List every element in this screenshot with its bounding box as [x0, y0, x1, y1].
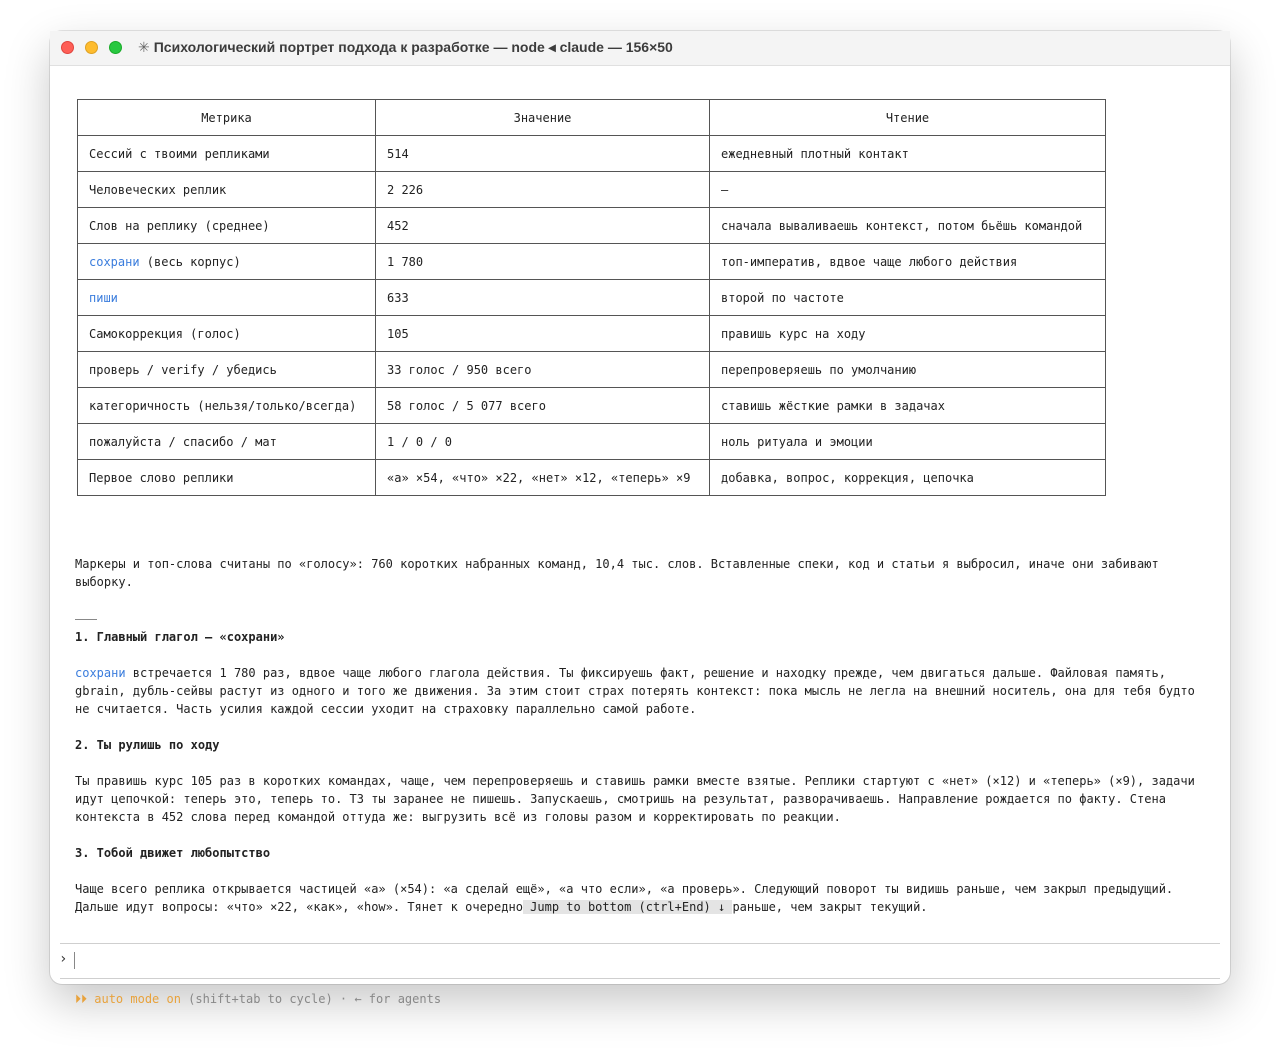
- status-hint: (shift+tab to cycle) · ← for agents: [180, 992, 442, 1006]
- metric-cell: [78, 388, 376, 424]
- metric-label: проверь / verify / убедись: [89, 362, 277, 377]
- value-cell: 633: [376, 280, 710, 316]
- table-body: [78, 136, 1106, 496]
- reading-cell: добавка, вопрос, коррекция, цепочка: [710, 460, 1106, 496]
- table-row: [78, 172, 1106, 208]
- metric-label: категоричность (нельзя/только/всегда): [89, 398, 357, 413]
- metric-cell: [78, 172, 376, 208]
- section-3-body: [75, 880, 1215, 916]
- minimize-window-button[interactable]: [85, 41, 98, 54]
- metric-label: Первое слово реплики: [89, 470, 234, 485]
- metric-link[interactable]: пиши: [89, 290, 118, 305]
- table-row: [78, 460, 1106, 496]
- metric-cell: [78, 460, 376, 496]
- table-row: [78, 208, 1106, 244]
- reading-cell: ставишь жёсткие рамки в задачах: [710, 388, 1106, 424]
- column-header-metric: Метрика: [78, 100, 376, 136]
- spinner-icon: ✳: [138, 39, 150, 55]
- table-row: [78, 280, 1106, 316]
- section-1-text: встречается 1 780 раз, вдвое чаще любого глагола действия. Ты фиксируешь факт, решение и находку прежде, чем двигаться дальше. Файловая память, gbrain, дубль-сейвы растут из одного и того же движения. За этим стоит страх потерять контекст: пока мысль не легла на внешний носитель, она для тебя будто не считается. Часть усилия каждой сессии уходит на страховку параллельно самой работе.: [75, 666, 1195, 716]
- reading-cell: правишь курс на ходу: [710, 316, 1106, 352]
- table-row: [78, 136, 1106, 172]
- reading-cell: ноль ритуала и эмоции: [710, 424, 1106, 460]
- keyword-link[interactable]: сохрани: [75, 666, 126, 680]
- value-cell: 452: [376, 208, 710, 244]
- section-divider: [75, 619, 97, 620]
- metric-cell: [78, 244, 376, 280]
- section-2-heading: 2. Ты рулишь по ходу: [75, 738, 220, 752]
- title-bar: [50, 31, 1230, 66]
- table-row: [78, 424, 1106, 460]
- reading-cell: сначала вываливаешь контекст, потом бьёшь командой: [710, 208, 1106, 244]
- reading-cell: ежедневный плотный контакт: [710, 136, 1106, 172]
- prompt-chevron-icon: ›: [59, 951, 68, 967]
- close-window-button[interactable]: [61, 41, 74, 54]
- table-row: [78, 352, 1106, 388]
- section-1-heading: 1. Главный глагол — «сохрани»: [75, 630, 285, 644]
- auto-mode-label[interactable]: auto mode on: [94, 992, 181, 1006]
- metric-label: пожалуйста / спасибо / мат: [89, 434, 277, 449]
- reading-cell: перепроверяешь по умолчанию: [710, 352, 1106, 388]
- value-cell: 58 голос / 5 077 всего: [376, 388, 710, 424]
- section-1-body: [75, 664, 1215, 718]
- metric-cell: [78, 316, 376, 352]
- metrics-table: [77, 99, 1106, 496]
- table-row: [78, 244, 1106, 280]
- section-2-body: Ты правишь курс 105 раз в коротких командах, чаще, чем перепроверяешь и ставишь рамки вместе взятые. Реплики стартуют с «нет» (×12) и «теперь» (×9), задачи идут цепочкой: теперь это, теперь то. ТЗ ты заранее не пишешь. Запускаешь, смотришь на результат, разворачиваешь. Направление рождается по факту. Стена контекста в 452 слова перед командой оттуда же: выгрузить всё из головы разом и корректировать по реакции.: [75, 774, 1195, 824]
- metric-label: Человеческих реплик: [89, 182, 227, 197]
- metric-cell: [78, 280, 376, 316]
- terminal-content: [50, 65, 1230, 1006]
- section-3-heading: 3. Тобой движет любопытство: [75, 846, 271, 860]
- column-header-reading: Чтение: [710, 100, 1106, 136]
- metric-label: Слов на реплику (среднее): [89, 218, 270, 233]
- metric-cell: [78, 352, 376, 388]
- window-title: [138, 39, 673, 56]
- input-cursor[interactable]: [74, 952, 75, 969]
- table-row: [78, 316, 1106, 352]
- metric-label: Самокоррекция (голос): [89, 326, 241, 341]
- metric-label: (весь корпус): [139, 254, 241, 269]
- table-row: [78, 388, 1106, 424]
- column-header-value: Значение: [376, 100, 710, 136]
- section-3-text-after: раньше, чем закрыт текущий.: [732, 900, 928, 914]
- value-cell: 105: [376, 316, 710, 352]
- metric-cell: [78, 208, 376, 244]
- jump-to-bottom-button[interactable]: Jump to bottom (ctrl+End) ↓: [522, 900, 733, 914]
- metric-cell: [78, 424, 376, 460]
- value-cell: 1 / 0 / 0: [376, 424, 710, 460]
- status-line: [75, 992, 441, 1007]
- input-bottom-border: [60, 978, 1220, 979]
- metric-label: Сессий с твоими репликами: [89, 146, 270, 161]
- section-3-text-before: Чаще всего реплика открывается частицей «а» (×54): «а сделай ещё», «а что если», «а проверь». Следующий поворот ты видишь раньше, чем закрыл предыдущий. Дальше идут вопросы: «что» ×22, «как», «how». Тянет к очередно: [75, 882, 1174, 914]
- value-cell: 2 226: [376, 172, 710, 208]
- window-title-text: Психологический портрет подхода к разработке — node ◂ claude — 156×50: [153, 39, 673, 55]
- metric-cell: [78, 136, 376, 172]
- metric-link[interactable]: сохрани: [89, 254, 140, 269]
- reading-cell: —: [710, 172, 1106, 208]
- value-cell: «а» ×54, «что» ×22, «нет» ×12, «теперь» ×9: [376, 460, 710, 496]
- reading-cell: топ-императив, вдвое чаще любого действия: [710, 244, 1106, 280]
- corpus-note: Маркеры и топ-слова считаны по «голосу»: 760 коротких набранных команд, 10,4 тыс. слов. Вставленные спеки, код и статьи я выбросил, иначе они забивают выборку.: [75, 557, 1159, 589]
- value-cell: 33 голос / 950 всего: [376, 352, 710, 388]
- reading-cell: второй по частоте: [710, 280, 1106, 316]
- input-top-border: [60, 943, 1220, 944]
- auto-mode-icon: ⏵⏵: [75, 992, 88, 1006]
- table-header-row: [78, 100, 1106, 136]
- terminal-window: [50, 31, 1230, 1006]
- value-cell: 1 780: [376, 244, 710, 280]
- value-cell: 514: [376, 136, 710, 172]
- zoom-window-button[interactable]: [109, 41, 122, 54]
